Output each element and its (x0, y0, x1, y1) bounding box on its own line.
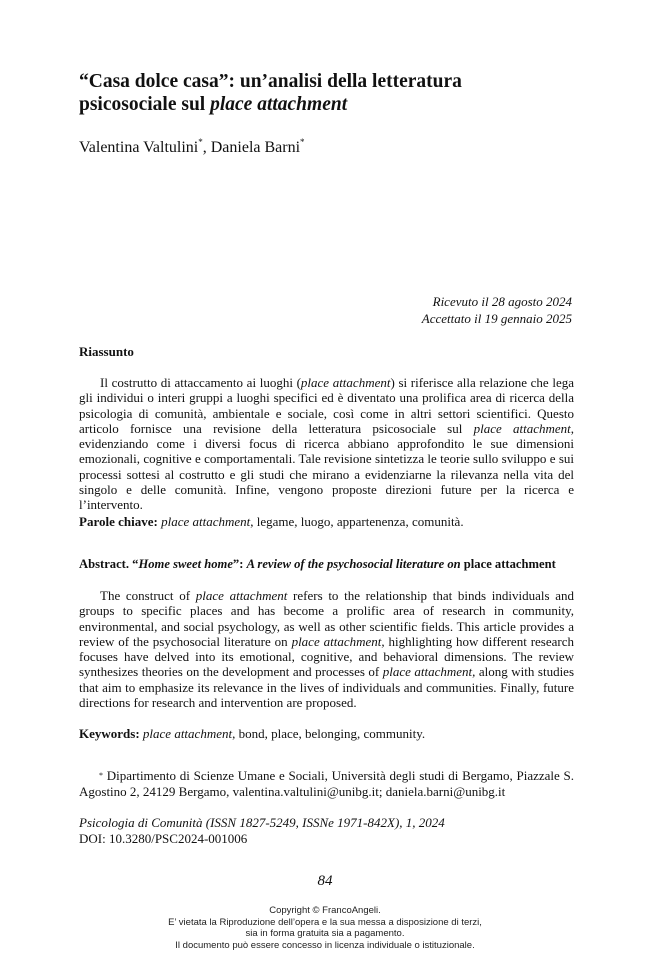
keywords-rest: , bond, place, belonging, community. (232, 726, 426, 741)
abstract-text (79, 588, 574, 710)
keywords (79, 726, 574, 742)
title-line-2: psicosociale sul (79, 94, 211, 115)
received-date: Ricevuto il 28 agosto 2024 (432, 294, 572, 309)
riassunto-part-1: Il costrutto di attaccamento ai luoghi ( (100, 375, 301, 390)
abstract-heading-part-4: A review of the psychosocial literature on (246, 557, 461, 571)
footnote-text: Dipartimento di Scienze Umane e Sociali, Università degli studi di Bergamo, Piazzale S. Agostino 2, 24129 Bergamo, valentina.valtulini@unibg.it; daniela.barni@unibg.it (79, 768, 574, 799)
abstract-part-5: highlighting how different research focuses have delved into its emotional, cognitive, and behavioral dimensions. The review synthesizes theories on the development and processes of (79, 633, 575, 680)
copyright-line-3: sia in forma gratuita sia a pagamento. (245, 928, 405, 939)
title-line-1: “Casa dolce casa”: un’analisi della letteratura (79, 71, 462, 92)
riassunto-part-2: place attachment (300, 375, 391, 390)
keywords-italic: place attachment (142, 726, 233, 741)
copyright-line-2: E’ vietata la Riproduzione dell’opera e la sua messa a disposizione di terzi, (168, 916, 482, 928)
keywords-label: Keywords: (79, 726, 140, 741)
abstract-heading (79, 557, 556, 572)
authors (79, 139, 305, 157)
paper-title (79, 70, 579, 116)
riassunto-part-3: ) si riferisce alla relazione che lega gli individui o interi gruppi a luoghi specifici ed è diventato una prolifica area di ricerca della psicologia di comunità, ambientale e sociale, così come in altri settori scientifici. Questo articolo fornisce una revisione della letteratura psicosociale sul (79, 375, 574, 436)
riassunto-part-5: , evidenziando come i diversi focus di ricerca abbiano approfondito le sue dimensioni emozionali, cognitive e comportamentali. Tale revisione sintetizza le teorie sullo sviluppo e sui processi sottesi al costrutto e gli studi che mirano a evidenziarne la rilevanza nella vita del singolo e delle comunità. Infine, vengono proposte direzioni future per la ricerca e l’intervento. (79, 420, 575, 513)
author-2: Daniela Barni (210, 139, 301, 156)
abstract-heading-part-5: place attachment (460, 557, 556, 571)
abstract-part-7: along with studies that aim to emphasize its relevance in the lives of individuals and communities. Finally, future directions for research and intervention are proposed. (79, 664, 575, 711)
author-2-mark: * (300, 137, 305, 147)
abstract-part-3: refers to the relationship that binds individuals and groups to specific places and has become a prolific area of research in community, environmental, and social psychology, as well as other scientific fields. This article provides a review of the psychosocial literature on (79, 588, 574, 649)
author-1: Valentina Valtulini (79, 139, 199, 156)
title-line-2-italic: place attachment (210, 94, 348, 115)
parole-chiave (79, 514, 574, 530)
abstract-heading-part-1: Abstract. “ (79, 557, 139, 571)
author-separator: , (202, 139, 211, 156)
abstract-part-1: The construct of (100, 588, 196, 603)
abstract-part-2: place attachment (195, 588, 288, 603)
accepted-date: Accettato il 19 gennaio 2025 (421, 311, 572, 326)
affiliation-footnote (79, 768, 574, 800)
journal-citation: Psicologia di Comunità (ISSN 1827-5249, ISSNe 1971-842X), 1, 2024 (79, 815, 445, 830)
riassunto-text (79, 375, 574, 513)
submission-dates (422, 293, 572, 327)
abstract-heading-part-2: Home sweet home (138, 557, 233, 571)
doi: DOI: 10.3280/PSC2024-001006 (79, 831, 248, 846)
parole-chiave-italic: place attachment (161, 514, 251, 529)
author-1-mark: * (198, 137, 203, 147)
journal-info (79, 815, 445, 847)
abstract-heading-part-3: ”: (232, 557, 247, 571)
riassunto-heading: Riassunto (79, 344, 134, 359)
parole-chiave-label: Parole chiave: (79, 514, 158, 529)
abstract-part-4: place attachment, (291, 633, 385, 649)
riassunto-part-4: place attachment (473, 420, 571, 436)
copyright-line-4: Il documento può essere concesso in licenza individuale o istituzionale. (175, 939, 475, 951)
footnote-mark: * (99, 771, 103, 780)
copyright-line-1: Copyright © FrancoAngeli. (269, 905, 381, 916)
copyright-notice (0, 905, 650, 951)
abstract-part-6: place attachment, (382, 664, 476, 680)
page-number: 84 (317, 873, 333, 889)
parole-chiave-rest: , legame, luogo, appartenenza, comunità. (250, 514, 464, 529)
